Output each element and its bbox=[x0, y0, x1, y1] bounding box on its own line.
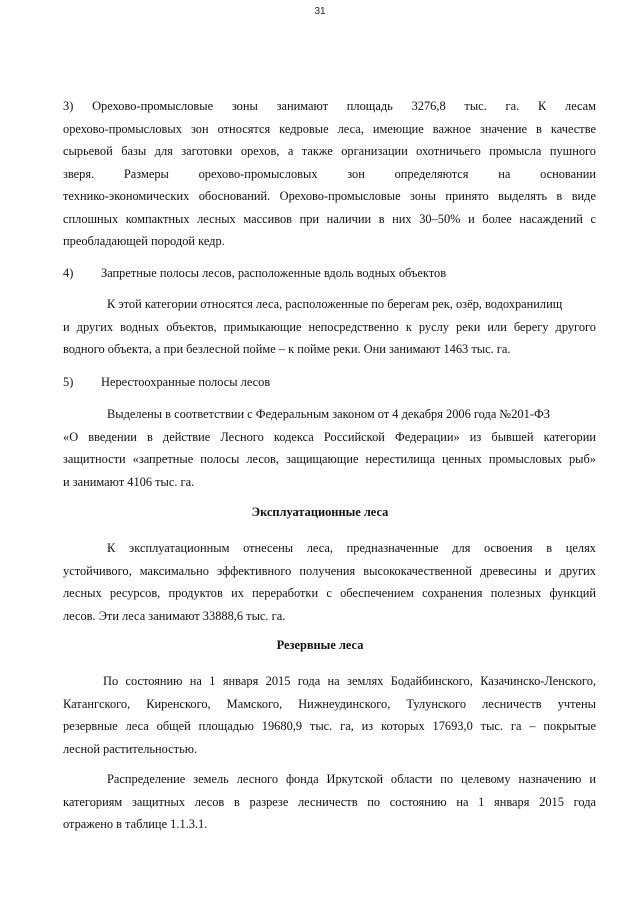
paragraph-item-3 bbox=[63, 95, 596, 253]
text-line: «О введении в действие Лесного кодекса Российской Федерации» из бывшей категории bbox=[63, 429, 596, 444]
text-line: резервные леса общей площадью 19680,9 тыс. га, из которых 17693,0 тыс. га – покрытые bbox=[63, 719, 596, 733]
text-line: Выделены в соответствии с Федеральным законом от 4 декабря 2006 года №201-ФЗ bbox=[107, 407, 550, 421]
list-number: 4) bbox=[63, 266, 74, 280]
page-number: 31 bbox=[314, 6, 326, 17]
text-line: категориям защитных лесов в разрезе лесничеств по состоянию на 1 января 2015 года bbox=[63, 794, 596, 809]
text-line: Катангского, Киренского, Мамского, Нижнеудинского, Тулунского лесничеств учтены bbox=[63, 696, 596, 711]
text-line: отражено в таблице 1.1.3.1. bbox=[63, 817, 208, 831]
list-title: Нерестоохранные полосы лесов bbox=[101, 375, 271, 389]
paragraph-exploitation bbox=[63, 537, 596, 627]
text-line: Распределение земель лесного фонда Иркутской области по целевому назначению и bbox=[107, 772, 596, 786]
text-line: По состоянию на 1 января 2015 года на землях Бодайбинского, Казачинско-Ленского, bbox=[103, 674, 596, 688]
text-line: сплошных компактных лесных массивов при наличии в них 30–50% и более насаждений с bbox=[63, 211, 596, 226]
list-number: 5) bbox=[63, 375, 74, 389]
list-title: Запретные полосы лесов, расположенные вдоль водных объектов bbox=[101, 266, 447, 280]
paragraph-item-4 bbox=[63, 293, 596, 361]
text-line: защитности «запретные полосы лесов, защищающие нерестилища ценных промысловых рыб» bbox=[63, 452, 596, 466]
text-line: зверя. Размеры орехово-промысловых зон определяются на основании bbox=[63, 166, 596, 181]
list-item-heading-4 bbox=[63, 262, 596, 284]
text-line: орехово-промысловых зон относятся кедровые леса, имеющие важное значение в качестве bbox=[63, 121, 596, 136]
paragraph-reserve bbox=[63, 670, 596, 760]
text-line: лесов. Эти леса занимают 33888,6 тыс. га. bbox=[63, 608, 286, 623]
text-line: преобладающей породой кедр. bbox=[63, 234, 225, 248]
text-line: лесной растительностью. bbox=[63, 741, 198, 756]
text-line: технико-экономических обоснований. Орехово-промысловые зоны принято выделять в виде bbox=[63, 189, 596, 203]
paragraph-distribution bbox=[63, 768, 596, 836]
paragraph-item-5 bbox=[63, 403, 596, 493]
text-line: 3) Орехово-промысловые зоны занимают площадь 3276,8 тыс. га. К лесам bbox=[63, 99, 596, 113]
text-line: устойчивого, максимально эффективного получения высококачественной древесины и других bbox=[63, 563, 596, 578]
text-line: водного объекта, а при безлесной пойме – к пойме реки. Они занимают 1463 тыс. га. bbox=[63, 342, 511, 356]
text-line: К эксплуатационным отнесены леса, предназначенные для освоения в целях bbox=[107, 541, 596, 555]
text-line: и занимают 4106 тыс. га. bbox=[63, 474, 195, 489]
text-line: лесных ресурсов, продуктов их переработки с обеспечением сохранения полезных функций bbox=[63, 586, 596, 600]
text-line: и других водных объектов, примыкающие непосредственно к руслу реки или берегу другого bbox=[63, 319, 596, 334]
text-line: сырьевой базы для заготовки орехов, а также организации охотничьего промысла пушного bbox=[63, 144, 596, 158]
text-line: К этой категории относятся леса, расположенные по берегам рек, озёр, водохранилищ bbox=[107, 297, 563, 311]
section-heading-reserve: Резервные леса bbox=[276, 638, 364, 652]
list-item-heading-5 bbox=[63, 371, 596, 393]
section-heading-exploitation: Эксплуатационные леса bbox=[251, 505, 389, 519]
